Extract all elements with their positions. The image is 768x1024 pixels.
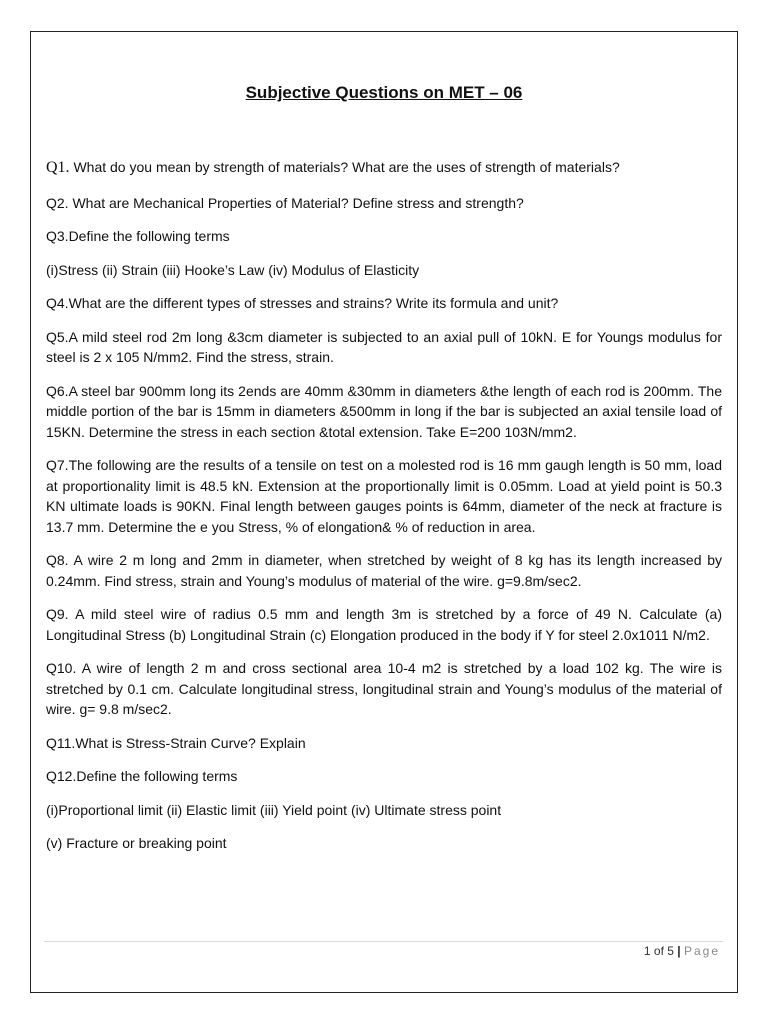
page-footer bbox=[644, 944, 720, 958]
question-q7: Q7.The following are the results of a tensile on test on a molested rod is 16 mm gaugh length is 50 mm, load at proportionality limit is 48.5 kN. Extension at the proportionally limit is 0.05mm. Load at yield point is 50.3 KN ultimate loads is 90KN. Final length between gauges points is 64mm, diameter of the neck at fracture is 13.7 mm. Determine the e you Stress, % of elongation& % of reduction in area. bbox=[46, 457, 722, 535]
page-number: 1 of 5 bbox=[643, 944, 674, 958]
question-q3: Q3.Define the following terms bbox=[46, 228, 230, 244]
question-q8: Q8. A wire 2 m long and 2mm in diameter, when stretched by weight of 8 kg has its length increased by 0.24mm. Find stress, strain and Young’s modulus of material of the wire. g=9.8m/sec2. bbox=[46, 552, 722, 589]
question-q4: Q4.What are the different types of stresses and strains? Write its formula and unit? bbox=[46, 295, 559, 311]
question-q12: Q12.Define the following terms bbox=[46, 768, 238, 784]
question-q2: Q2. What are Mechanical Properties of Material? Define stress and strength? bbox=[46, 194, 524, 211]
question-q1 bbox=[46, 157, 722, 179]
question-q10: Q10. A wire of length 2 m and cross sectional area 10-4 m2 is stretched by a load 102 kg. The wire is stretched by 0.1 cm. Calculate longitudinal stress, longitudinal strain and Young’s modulus of the material of wire. g= 9.8 m/sec2. bbox=[46, 660, 722, 717]
footer-separator: | bbox=[677, 944, 681, 958]
question-text: What do you mean by strength of materials? What are the uses of strength of materials? bbox=[69, 159, 620, 175]
document-title: Subjective Questions on MET – 06 bbox=[245, 83, 523, 102]
question-q3-terms: (i)Stress (ii) Strain (iii) Hooke’s Law (iv) Modulus of Elasticity bbox=[46, 261, 420, 278]
question-q12-terms: (i)Proportional limit (ii) Elastic limit (iii) Yield point (iv) Ultimate stress point bbox=[46, 801, 502, 818]
footer-divider bbox=[44, 941, 723, 942]
question-list bbox=[46, 157, 722, 867]
question-q12-terms-cont: (v) Fracture or breaking point bbox=[46, 835, 227, 851]
question-q11: Q11.What is Stress-Strain Curve? Explain bbox=[46, 734, 306, 751]
question-q6: Q6.A steel bar 900mm long its 2ends are 40mm &30mm in diameters &the length of each rod is 200mm. The middle portion of the bar is 15mm in diameters &500mm in long if the bar is subjected an axial tensile load of 15KN. Determine the stress in each section &total extension. Take E=200 103N/mm2. bbox=[46, 382, 722, 440]
question-label: Q1. bbox=[46, 159, 70, 176]
question-q9: Q9. A mild steel wire of radius 0.5 mm and length 3m is stretched by a force of 49 N. Calculate (a) Longitudinal Stress (b) Longitudinal Strain (c) Elongation produced in the body if Y for steel 2.0x1011 N/m2. bbox=[46, 606, 722, 643]
question-q5: Q5.A mild steel rod 2m long &3cm diameter is subjected to an axial pull of 10kN. E for Youngs modulus for steel is 2 x 105 N/mm2. Find the stress, strain. bbox=[46, 328, 722, 365]
page-label: Page bbox=[683, 944, 720, 958]
